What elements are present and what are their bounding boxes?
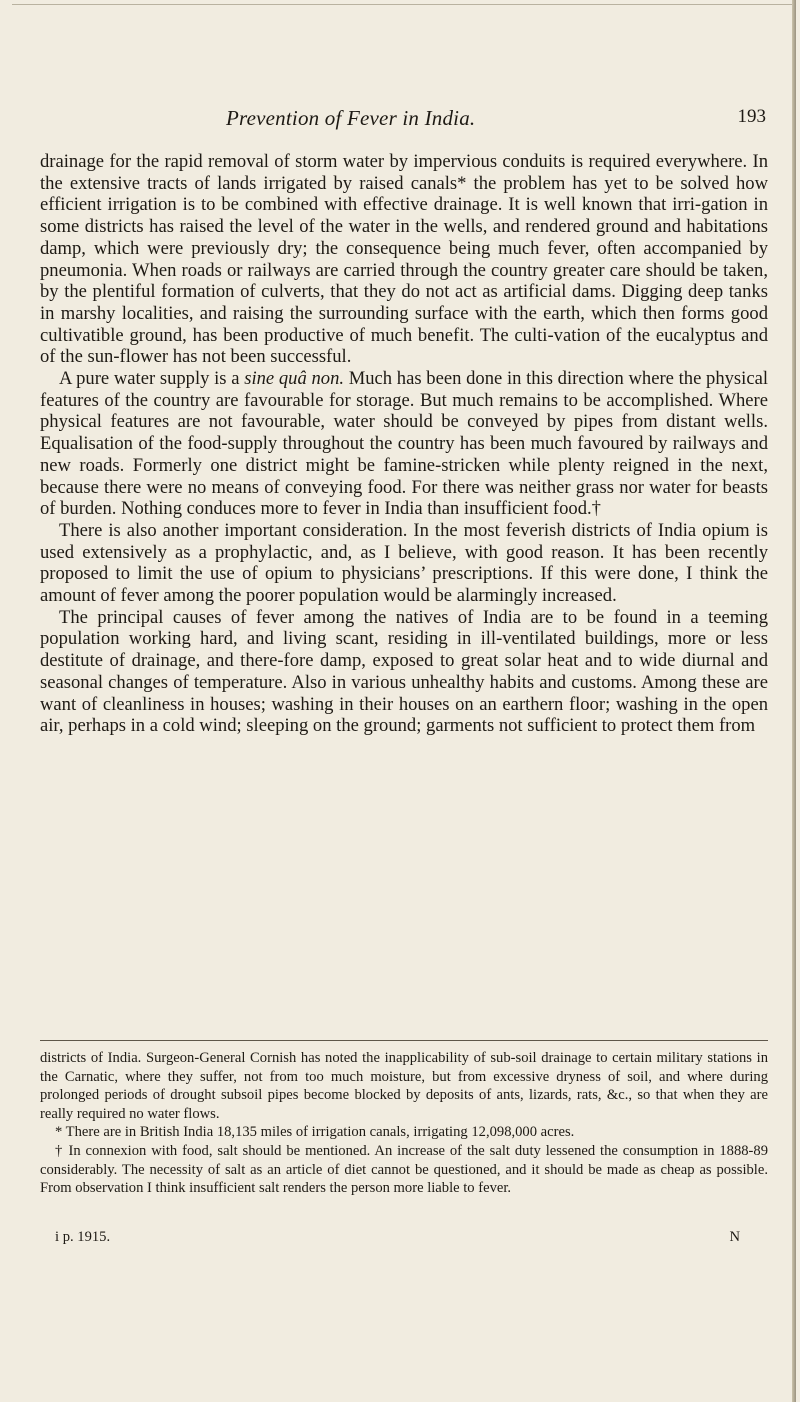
running-title: Prevention of Fever in India.: [226, 106, 476, 130]
page-number: 193: [737, 106, 766, 127]
page-top-edge: [12, 4, 794, 5]
paragraph-opium: There is also another important consideration. In the most feverish districts of India opium is used extensively as a prophylactic, and, as I believe, with good reason. It has been recently proposed to limit the use of opium to physicians’ prescriptions. If this were done, I think the amount of fever among the poorer population would be alarmingly increased.: [40, 519, 768, 607]
paragraph-water-supply: [40, 368, 768, 520]
footnote-continued: districts of India. Surgeon-General Cornish has noted the inapplicability of sub-soil drainage to certain military stations in the Carnatic, where they suffer, not from too much moisture, but from excessive dryness of soil, and where during prolonged periods of drought subsoil pipes become blocked by deposits of ants, lizards, rats, &c., so that when they are really required no water flows.: [40, 1050, 768, 1122]
latin-phrase: sine quâ non.: [244, 368, 345, 390]
footnote-divider: [40, 1040, 768, 1041]
paragraph-causes: The principal causes of fever among the natives of India are to be found in a teeming population working hard, and living scant, residing in ill-ventilated buildings, more or less destitute of drainage, and there-fore damp, exposed to great solar heat and to wide diurnal and seasonal changes of temperature. Also in various unhealthy habits and customs. Among these are want of cleanliness in houses; washing in their houses on an earthern floor; washing in the open air, perhaps in a cold wind; sleeping on the ground; garments not sufficient to protect them from: [40, 606, 768, 737]
paragraph-water-supply-start: A pure water supply is a: [59, 368, 245, 390]
running-header: [40, 106, 770, 136]
signature-line: [40, 1229, 768, 1251]
footnotes: [40, 1049, 768, 1198]
paragraph-water-supply-rest: Much has been done in this direction where the physical features of the country are favourable for storage. But much remains to be accomplished. Where physical features are not favourable, water should be conveyed by pipes from distant wells. Equalisation of the food-supply throughout the country has been much favoured by railways and new roads. Formerly one district might be famine-stricken while plenty reigned in the next, because there were no means of conveying food. For there was neither grass nor water for beasts of burden. Nothing conduces more to fever in India than insufficient food.†: [40, 368, 768, 520]
main-text: [40, 151, 768, 737]
page-fore-edge: [792, 0, 796, 1402]
signature-mark: i p. 1915.: [55, 1229, 111, 1245]
footnote-dagger: † In connexion with food, salt should be mentioned. An increase of the salt duty lessened the consumption in 1888-89 considerably. The necessity of salt as an article of diet cannot be questioned, and it should be made as cheap as possible. From observation I think insufficient salt renders the person more liable to fever.: [40, 1142, 768, 1197]
paragraph-drainage: drainage for the rapid removal of storm water by impervious conduits is required everywhere. In the extensive tracts of lands irrigated by raised canals* the problem has yet to be solved how efficient irrigation is to be combined with effective drainage. It is well known that irri-gation in some districts has raised the level of the water in the wells, and rendered ground and habitations damp, which were previously dry; the consequence being much fever, often accompanied by pneumonia. When roads or railways are carried through the country greater care should be taken, by the plentiful formation of culverts, that they do not act as artificial dams. Digging deep tanks in marshy localities, and raising the surrounding surface with the earth, which then forms good cultivatible ground, has been productive of much benefit. The culti-vation of the eucalyptus and of the sun-flower has not been successful.: [40, 151, 768, 368]
footnote-asterisk: * There are in British India 18,135 miles of irrigation canals, irrigating 12,098,000 acres.: [55, 1124, 575, 1141]
gathering-letter: N: [729, 1229, 740, 1245]
